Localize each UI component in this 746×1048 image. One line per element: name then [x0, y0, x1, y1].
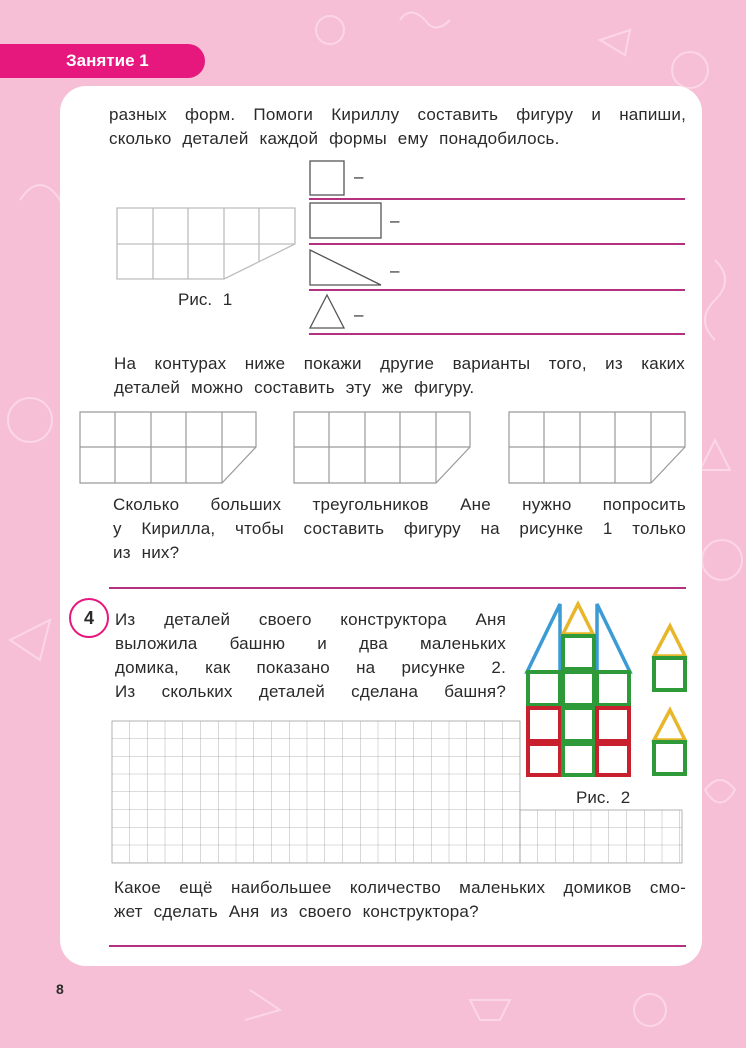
task3-question-line1: Сколько больших треугольников Ане нужно попросить	[113, 495, 686, 514]
page-number: 8	[56, 981, 64, 997]
task3-question-line3: из них?	[113, 543, 180, 562]
task4-text-line1: Из деталей своего конструктора Аня	[115, 610, 506, 629]
task4-text-line3: домика, как показано на рисунке 2.	[115, 658, 506, 677]
task4-text-line2: выложила башню и два маленьких	[115, 634, 506, 653]
variant-contour-2[interactable]	[293, 411, 473, 487]
tower-left-blue-triangle	[527, 604, 560, 672]
task4-question-line1: Какое ещё наибольшее количество маленьких домиков смо-	[114, 878, 686, 897]
tower-right-blue-triangle	[597, 604, 630, 672]
variant-contour-1[interactable]	[79, 411, 259, 487]
task3-intro-line2: сколько деталей каждой формы ему понадобилось.	[109, 129, 560, 148]
house-1-roof	[654, 626, 685, 656]
rectangle-icon	[309, 202, 383, 240]
small-triangle-icon	[309, 294, 347, 330]
rectangle-answer-line[interactable]	[309, 243, 685, 245]
task3-answer-line[interactable]	[109, 587, 686, 589]
house-1-square	[654, 658, 685, 690]
small-square-icon	[309, 160, 345, 196]
task4-text-line4: Из скольких деталей сделана башня?	[115, 682, 506, 701]
variant-contour-3[interactable]	[508, 411, 688, 487]
answer-grid[interactable]	[112, 721, 684, 863]
lesson-tab	[0, 44, 205, 78]
large-triangle-answer-line[interactable]	[309, 289, 685, 291]
small-square-answer-line[interactable]	[309, 198, 685, 200]
figure-1-caption: Рис. 1	[178, 290, 233, 309]
large-triangle-dash: –	[390, 261, 400, 280]
task4-answer-line[interactable]	[109, 945, 686, 947]
lesson-label: Занятие 1	[66, 51, 149, 70]
task-number: 4	[83, 608, 94, 628]
figure-1-shape	[116, 206, 306, 286]
small-triangle-dash: –	[354, 305, 364, 324]
small-square-dash: –	[354, 167, 364, 186]
figure-2-caption: Рис. 2	[576, 788, 631, 807]
task3-intro-line1: разных форм. Помоги Кириллу составить фигуру и напиши,	[109, 105, 686, 124]
task3-question-line2: у Кирилла, чтобы составить фигуру на рисунке 1 только	[113, 519, 686, 538]
task-number-badge	[69, 598, 109, 638]
rectangle-dash: –	[390, 211, 400, 230]
task3-variants-line2: деталей можно составить эту же фигуру.	[114, 378, 475, 397]
large-triangle-icon	[309, 249, 383, 287]
task3-variants-line1: На контурах ниже покажи другие варианты того, из каких	[114, 354, 685, 373]
small-triangle-answer-line[interactable]	[309, 333, 685, 335]
tower-yellow-triangle	[563, 604, 593, 634]
task4-question-line2: жет сделать Аня из своего конструктора?	[114, 902, 479, 921]
